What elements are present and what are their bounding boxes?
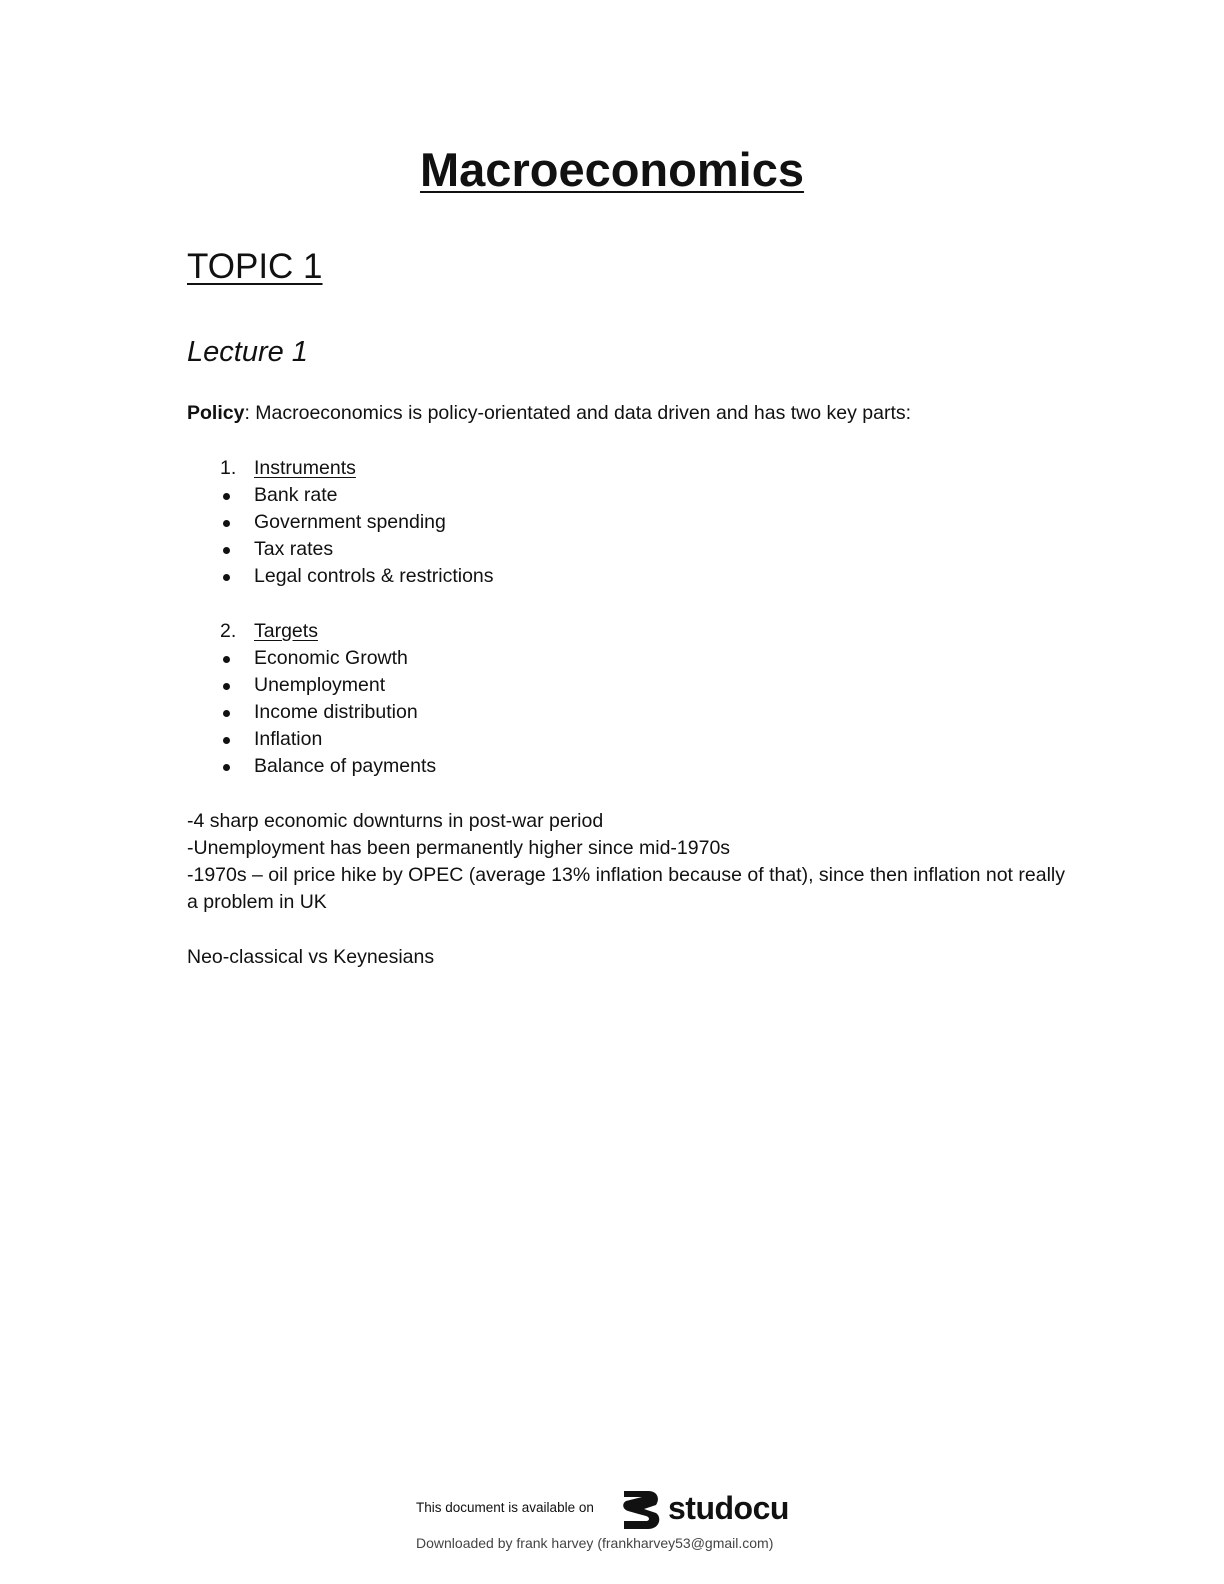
list-item: Inflation (187, 726, 1067, 753)
topic-heading: TOPIC 1 (187, 247, 323, 286)
footer-available-text: This document is available on (416, 1500, 594, 1515)
bullet-icon (223, 737, 230, 744)
list-item: Legal controls & restrictions (187, 563, 1067, 590)
bullet-icon (223, 493, 230, 500)
targets-label: Targets (254, 620, 318, 642)
policy-text: : Macroeconomics is policy-orientated and data driven and has two key parts: (244, 402, 912, 424)
bullet-icon (223, 656, 230, 663)
note-line: -1970s – oil price hike by OPEC (average 13% inflation because of that), since then inflation not really a problem in UK (187, 864, 1065, 913)
studocu-logo[interactable] (618, 1487, 798, 1533)
targets-list (187, 618, 1067, 780)
document-title: Macroeconomics (420, 143, 804, 196)
note-line: -4 sharp economic downturns in post-war period (187, 810, 604, 832)
policy-label: Policy (187, 402, 245, 424)
bullet-icon (223, 710, 230, 717)
instruments-label: Instruments (254, 457, 356, 479)
list-item: Balance of payments (187, 753, 1067, 780)
instruments-list (187, 455, 1067, 590)
policy-paragraph (187, 400, 1067, 427)
list-item: Bank rate (187, 482, 1067, 509)
list-item: Income distribution (187, 699, 1067, 726)
list-item: Government spending (187, 509, 1067, 536)
closing-line: Neo-classical vs Keynesians (187, 946, 435, 968)
studocu-logo-icon (618, 1487, 664, 1533)
instruments-heading (187, 455, 1067, 482)
list-item: Tax rates (187, 536, 1067, 563)
list-number: 1. (220, 457, 237, 479)
list-item: Economic Growth (187, 645, 1067, 672)
bullet-icon (223, 574, 230, 581)
footer-download-text: Downloaded by frank harvey (frankharvey53@gmail.com) (416, 1535, 774, 1551)
lecture-heading: Lecture 1 (187, 336, 308, 368)
note-line: -Unemployment has been permanently higher since mid-1970s (187, 837, 731, 859)
bullet-icon (223, 683, 230, 690)
list-number: 2. (220, 620, 237, 642)
bullet-icon (223, 764, 230, 771)
bullet-icon (223, 547, 230, 554)
brand-wordmark: studocu (668, 1490, 789, 1526)
notes-section (187, 808, 1067, 916)
list-item: Unemployment (187, 672, 1067, 699)
bullet-icon (223, 520, 230, 527)
targets-heading (187, 618, 1067, 645)
